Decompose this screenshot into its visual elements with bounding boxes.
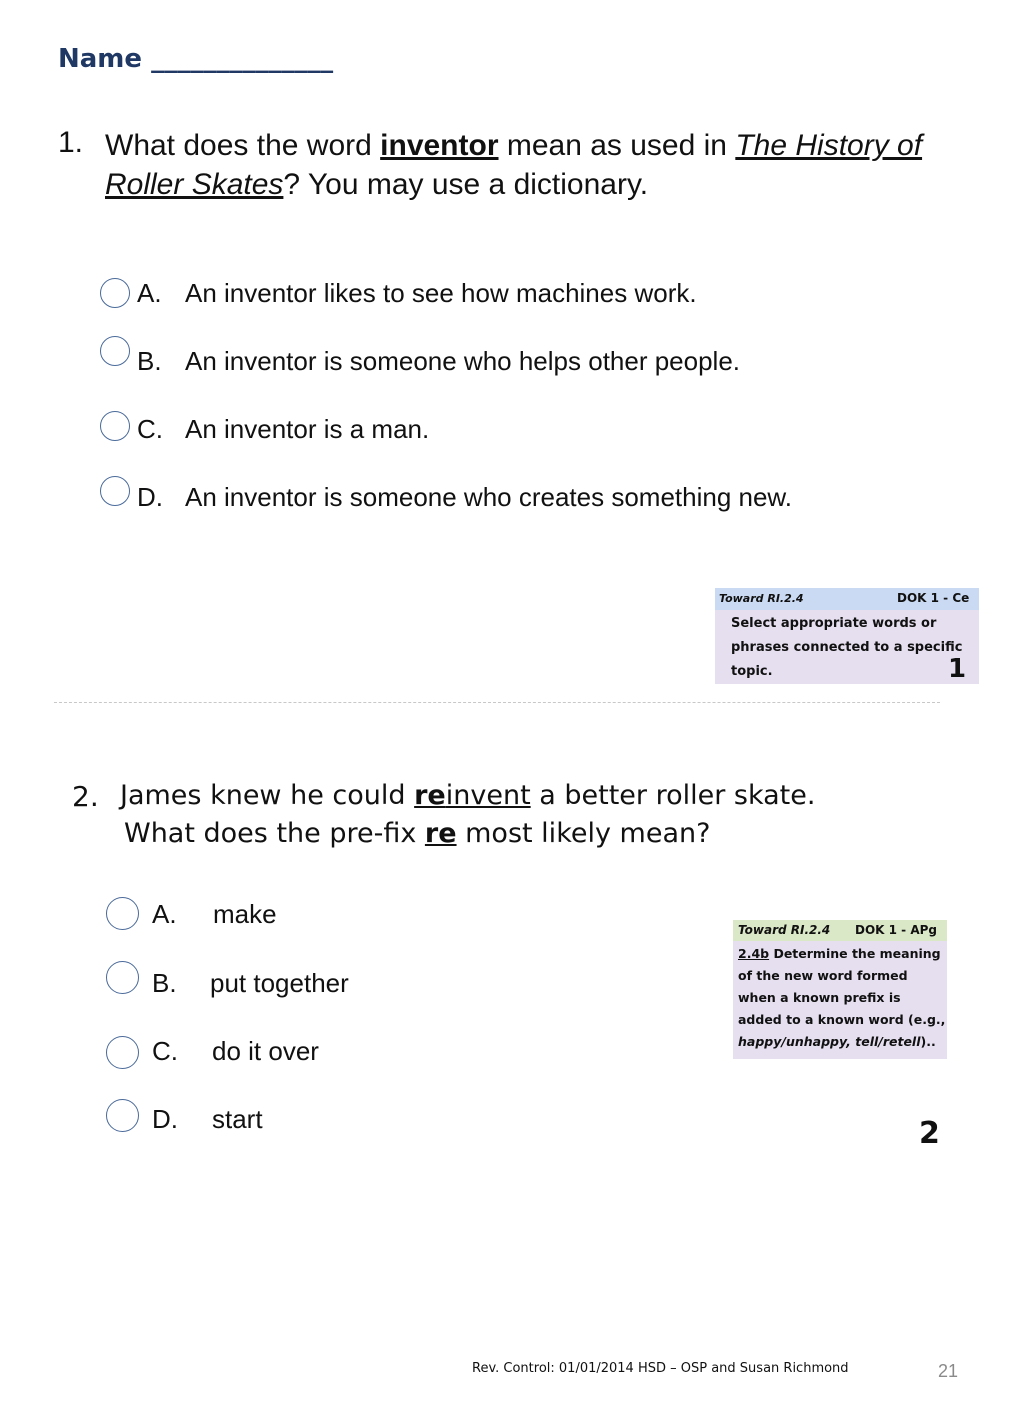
q1-text-mid: mean as used in <box>498 129 736 162</box>
q2-option-c-letter: C. <box>152 1036 178 1066</box>
q2-line2-before: What does the pre-fix <box>124 818 425 849</box>
q2-standard-code: 2.4b <box>738 946 770 961</box>
revision-control-footer: Rev. Control: 01/01/2014 HSD – OSP and Susan Richmond <box>472 1361 849 1376</box>
q2-option-b-letter: B. <box>152 968 177 998</box>
q2-option-b-text: put together <box>210 968 349 998</box>
question-2-prompt-line-1 <box>120 780 815 811</box>
q1-option-b-text: An inventor is someone who helps other people. <box>185 346 741 376</box>
q2-standard-text: Determine the meaning of the new word formed when a known prefix is added to a known word (e.g., <box>738 946 946 1027</box>
q1-option-b-radio[interactable] <box>100 336 130 366</box>
q2-target-word <box>414 780 531 811</box>
q1-option-d-text: An inventor is someone who creates something new. <box>185 482 793 512</box>
q2-standard-dok: DOK 1 - APg <box>855 923 937 937</box>
q2-standard-header <box>733 920 947 941</box>
q1-option-a-letter: A. <box>137 278 162 308</box>
q1-standard-description: Select appropriate words or phrases connected to a specific topic. <box>731 616 963 679</box>
q1-option-b-letter: B. <box>137 346 162 376</box>
q1-standard-header <box>715 588 979 610</box>
question-1-number: 1. <box>58 126 84 159</box>
question-1-prompt <box>105 126 965 204</box>
q1-standard-dok: DOK 1 - Ce <box>897 591 970 605</box>
q2-prefix-bold: re <box>414 780 446 811</box>
q2-option-d-radio[interactable] <box>106 1099 139 1132</box>
q1-option-c-letter: C. <box>137 414 163 444</box>
q2-prefix: re <box>424 818 457 849</box>
q2-word-rest: invent <box>445 780 531 811</box>
q1-text-before: What does the word <box>105 129 381 162</box>
q2-standard-examples: happy/unhappy, tell/retell <box>738 1034 921 1049</box>
q1-option-a-radio[interactable] <box>100 278 130 308</box>
section-divider <box>54 702 940 703</box>
q1-keyword: inventor <box>380 129 499 162</box>
q2-line2-after: most likely mean? <box>456 818 711 849</box>
q2-standard-text-end: ).. <box>920 1034 936 1049</box>
q1-item-number: 1 <box>948 654 967 684</box>
q2-standard-description <box>738 943 946 1053</box>
question-2-prompt-line-2 <box>124 818 710 849</box>
q2-option-c-text: do it over <box>212 1036 319 1066</box>
q2-option-d-text: start <box>212 1104 263 1134</box>
q2-option-d-letter: D. <box>152 1104 178 1134</box>
q2-standard-box <box>733 920 947 1059</box>
q1-option-a-text: An inventor likes to see how machines work. <box>185 278 697 308</box>
q1-book-title: The History of Roller Skates <box>105 129 923 201</box>
q2-option-b-radio[interactable] <box>106 961 139 994</box>
q2-option-a-radio[interactable] <box>106 897 139 930</box>
name-field-label: Name ______________ <box>58 44 334 74</box>
question-2-number: 2. <box>72 780 99 813</box>
q1-option-c-radio[interactable] <box>100 411 130 441</box>
q1-text-after: ? You may use a dictionary. <box>283 168 649 201</box>
page-number: 21 <box>938 1361 959 1381</box>
q1-standard-toward: Toward RI.2.4 <box>719 592 804 605</box>
q1-option-d-letter: D. <box>137 482 163 512</box>
q2-option-c-radio[interactable] <box>106 1036 139 1069</box>
q1-option-d-radio[interactable] <box>100 476 130 506</box>
q2-option-a-letter: A. <box>152 899 177 929</box>
q2-standard-toward: Toward RI.2.4 <box>738 923 831 937</box>
q1-option-c-text: An inventor is a man. <box>185 414 430 444</box>
q1-standard-box <box>715 588 979 684</box>
q2-item-number: 2 <box>919 1116 940 1151</box>
q2-line1-after: a better roller skate. <box>530 780 816 811</box>
q2-option-a-text: make <box>213 899 277 929</box>
q2-line1-before: James knew he could <box>120 780 415 811</box>
